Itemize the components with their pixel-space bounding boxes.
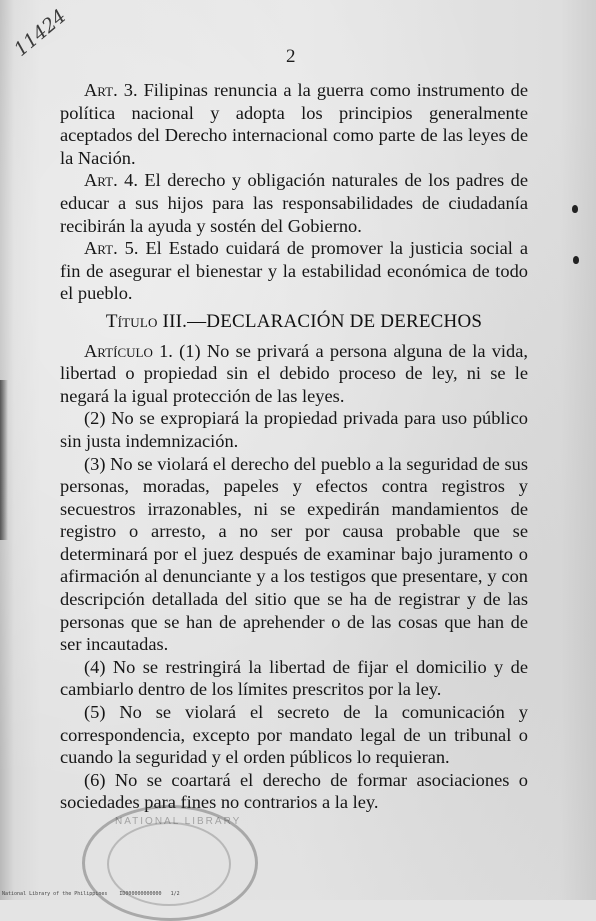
paragraph-art-3	[60, 79, 528, 169]
clause-2: (2) No se expropiará la propiedad privada para uso público sin justa indemnización.	[60, 408, 528, 451]
page-edge-shadow	[0, 380, 8, 540]
clause-3: (3) No se violará el derecho del pueblo a la seguridad de sus personas, moradas, papeles y efectos contra registros y secuestros irrazonables, ni se expedirán mandamientos de registro o arresto, a no ser por causa probable que se determinará por el juez después de examinar bajo juramento o afirmación al denunciante y a los testigos que presentare, y con descripción detallada del sitio que se ha de registrar y de las personas que se han de aprehender o de las cosas que han de ser incautadas.	[60, 453, 528, 655]
section-heading-text: III.—DECLARACIÓN DE DERECHOS	[157, 310, 483, 332]
paragraph-art-5	[60, 237, 528, 305]
article-text: El Estado cuidará de promover la justicia social a fin de asegurar el bienestar y la estabilidad económica de todo el pueblo.	[60, 238, 528, 304]
paragraph-article-1	[60, 340, 528, 408]
article-text: El derecho y obligación naturales de los padres de educar a sus hijos para las responsabilidades de ciudadanía recibirán la ayuda y sostén del Gobierno.	[60, 170, 528, 236]
section-heading	[60, 311, 528, 334]
paragraph-art-4	[60, 169, 528, 237]
margin-mark	[572, 205, 578, 213]
article-lead: Art. 5.	[84, 238, 139, 259]
article-lead: Artículo	[84, 340, 153, 361]
clause-6: (6) No se coartará el derecho de formar asociaciones o sociedades para fines no contrarios a la ley.	[60, 769, 528, 813]
section-heading-prefix: Título	[105, 310, 158, 332]
handwritten-catalog-number: 11424	[10, 5, 71, 61]
page-number: 2	[286, 46, 296, 67]
body-text	[60, 79, 528, 814]
article-lead: Art. 4.	[84, 170, 138, 191]
scan-footer: National Library of the Philippines ID000000000000 1/2	[2, 891, 180, 897]
article-lead: Art. 3.	[84, 80, 138, 100]
margin-mark	[573, 256, 579, 264]
article-text: Filipinas renuncia a la guerra como instrumento de política nacional y adopta los principios generalmente aceptados del Derecho internacional como parte de las leyes de la Nación.	[60, 80, 528, 168]
library-stamp	[82, 805, 258, 921]
clause-5: (5) No se violará el secreto de la comunicación y correspondencia, excepto por mandato legal de un tribunal o cuando la seguridad y el orden públicos lo requieran.	[60, 702, 528, 768]
article-text: 1. (1) No se privará a persona alguna de la vida, libertad o propiedad sin el debido proceso de ley, ni se le negará la igual protección de las leyes.	[60, 340, 528, 406]
library-stamp-text: NATIONAL LIBRARY	[115, 816, 242, 827]
clause-4: (4) No se restringirá la libertad de fijar el domicilio y de cambiarlo dentro de los límites prescritos por la ley.	[60, 656, 528, 700]
